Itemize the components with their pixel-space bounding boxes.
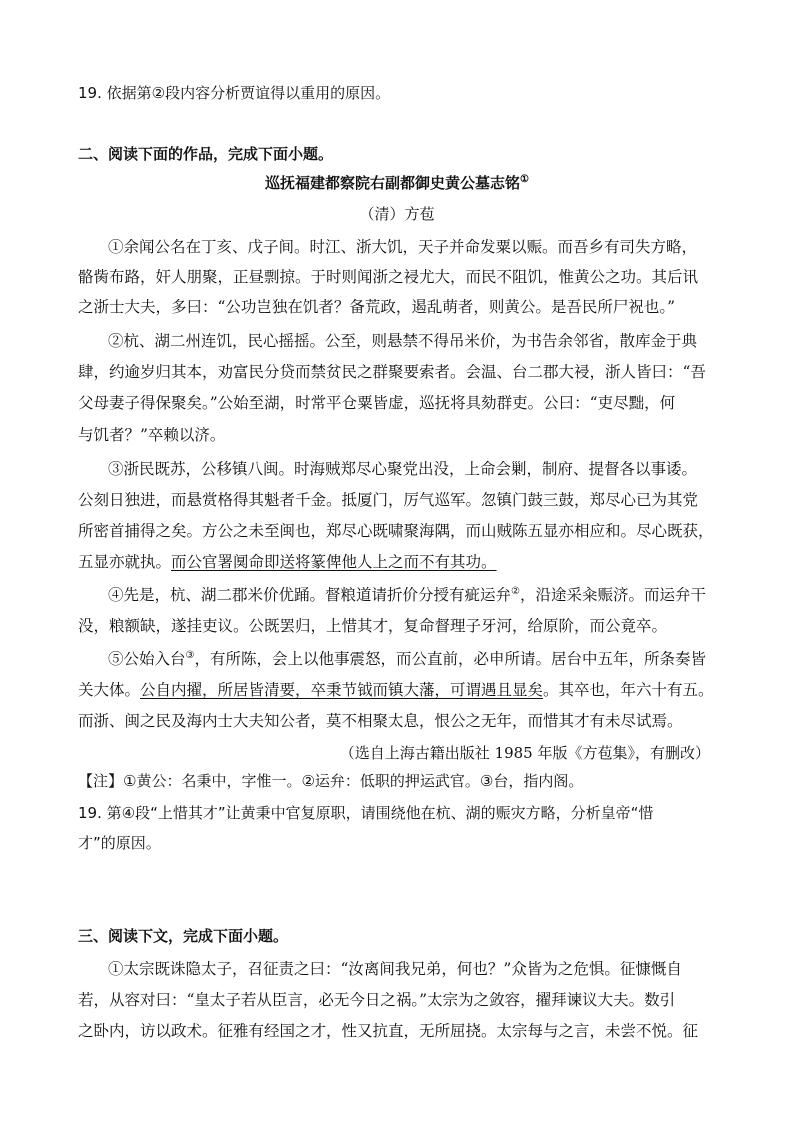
source-citation: （选自上海古籍出版社 1985 年版《方苞集》，有删改） — [339, 744, 710, 762]
p5-underlined-sentence: 公自内擢，所居皆清要，卒秉节钺而镇大藩，可谓遇且显矣 — [140, 681, 544, 699]
p5-line-1-a: ⑤公始入台 — [108, 650, 186, 668]
p5-line-1 — [108, 648, 738, 670]
p5-line-1-b: ，有所陈，会上以他事震怒，而公直前，必申所请。居台中五年，所条奏皆 — [194, 650, 706, 668]
p4-line-1-a: ④先是，杭、湖二郡米价优踊。督粮道请折价分授有疵运弁 — [108, 586, 512, 604]
p4-line-2: 没，粮额缺，遂挂吏议。公既罢归，上惜其才，复命督理子牙河，给原阶，而公竟卒。 — [78, 617, 668, 635]
footnote-mark-2: ② — [511, 585, 520, 597]
p2-line-4: 与饥者？”卒赖以济。 — [78, 426, 226, 444]
p2-line-1: ②杭、湖二州连饥，民心摇摇。公至，则悬禁不得吊米价，为书告余邻省，散库金于典 — [108, 332, 698, 350]
p1-line-3: 之浙士大夫，多曰：“公功岂独在饥者？备荒政，遏乱萌者，则黄公。是吾民所尸祝也。” — [78, 298, 676, 316]
s3-p1-line-1: ①太宗既诛隐太子，召征责之曰：“汝离间我兄弟，何也？”众皆为之危惧。征慷慨自 — [108, 960, 682, 978]
p3-line-3: 所密首捕得之矣。方公之未至闽也，郑尽心既啸聚海隅，而山贼陈五显亦相应和。尽心既获， — [78, 522, 714, 540]
p1-line-2: 骼胔布路，奸人朋聚，正昼剽掠。于时则闻浙之祲尤大，而民不阻饥，惟黄公之功。其后讯 — [78, 268, 699, 286]
title-footnote-mark: ① — [520, 174, 529, 185]
p2-line-2: 肆，约逾岁归其本，劝富民分贷而禁贫民之群聚要索者。会温、台二郡大祲，浙人皆曰：“吾 — [78, 363, 706, 381]
essay-author: （清）方苞 — [359, 205, 435, 223]
section-2-heading: 二、阅读下面的作品，完成下面小题。 — [78, 145, 334, 163]
question-19-line-1: 19. 第④段“上惜其才”让黄秉中官复原职，请围绕他在杭、湖的赈灾方略，分析皇帝“惜 — [78, 804, 654, 822]
p2-line-3: 父母妻子得保聚矣。”公始至湖，时常平仓粟皆虚，巡抚将具劾群吏。公曰：“吏尽黜，何 — [78, 394, 676, 412]
annotation-note: 【注】①黄公：名秉中，字惟一。②运弁：低职的押运武官。③台，指内阁。 — [78, 772, 584, 790]
p5-line-2-end: 。其卒也，年六十有五。 — [543, 681, 714, 699]
p5-line-3: 而浙、闽之民及海内士大夫知公者，莫不相聚太息，恨公之无年，而惜其才有未尽试焉。 — [78, 712, 683, 730]
p5-line-2-plain: 关大体。 — [78, 681, 141, 699]
footnote-mark-3: ③ — [185, 649, 195, 661]
question-19-line-2: 才”的原因。 — [78, 834, 161, 852]
s3-p1-line-2: 若，从容对曰：“皇太子若从臣言，必无今日之祸。”太宗为之敛容，擢拜谏议大夫。数引 — [78, 991, 676, 1009]
p3-line-2: 公刻日独进，而悬赏格得其魁者千金。抵厦门，厉气巡军。忽镇门鼓三鼓，郑尽心已为其党 — [78, 491, 699, 509]
p3-line-4 — [78, 551, 738, 573]
section-3-heading: 三、阅读下文，完成下面小题。 — [78, 927, 289, 945]
p5-line-2 — [78, 679, 738, 701]
p3-underlined-sentence: 而公官署阒命即送将篆俾他人上之而不有其功。 — [171, 553, 497, 571]
p4-line-1-b: ，沿途采籴赈济。而运弁干 — [519, 586, 706, 604]
p4-line-1 — [108, 584, 738, 606]
essay-title — [0, 172, 794, 194]
question-19-first: 19. 依据第②段内容分析贾谊得以重用的原因。 — [78, 84, 391, 102]
p1-line-1: ①余闻公名在丁亥、戊子间。时江、浙大饥，天子并命发粟以赈。而吾乡有司失方略， — [108, 238, 698, 256]
s3-p1-line-3: 之卧内，访以政术。征雅有经国之才，性又抗直，无所屈挠。太宗每与之言，未尝不悦。征 — [78, 1022, 699, 1040]
essay-title-text: 巡抚福建都察院右副都御史黄公墓志铭 — [265, 174, 521, 192]
p3-line-1: ③浙民既苏，公移镇八闽。时海贼郑尽心聚党出没，上命会剿，制府、提督各以事诿。 — [108, 460, 698, 478]
p3-line-4-plain: 五显亦就执。 — [78, 553, 172, 571]
